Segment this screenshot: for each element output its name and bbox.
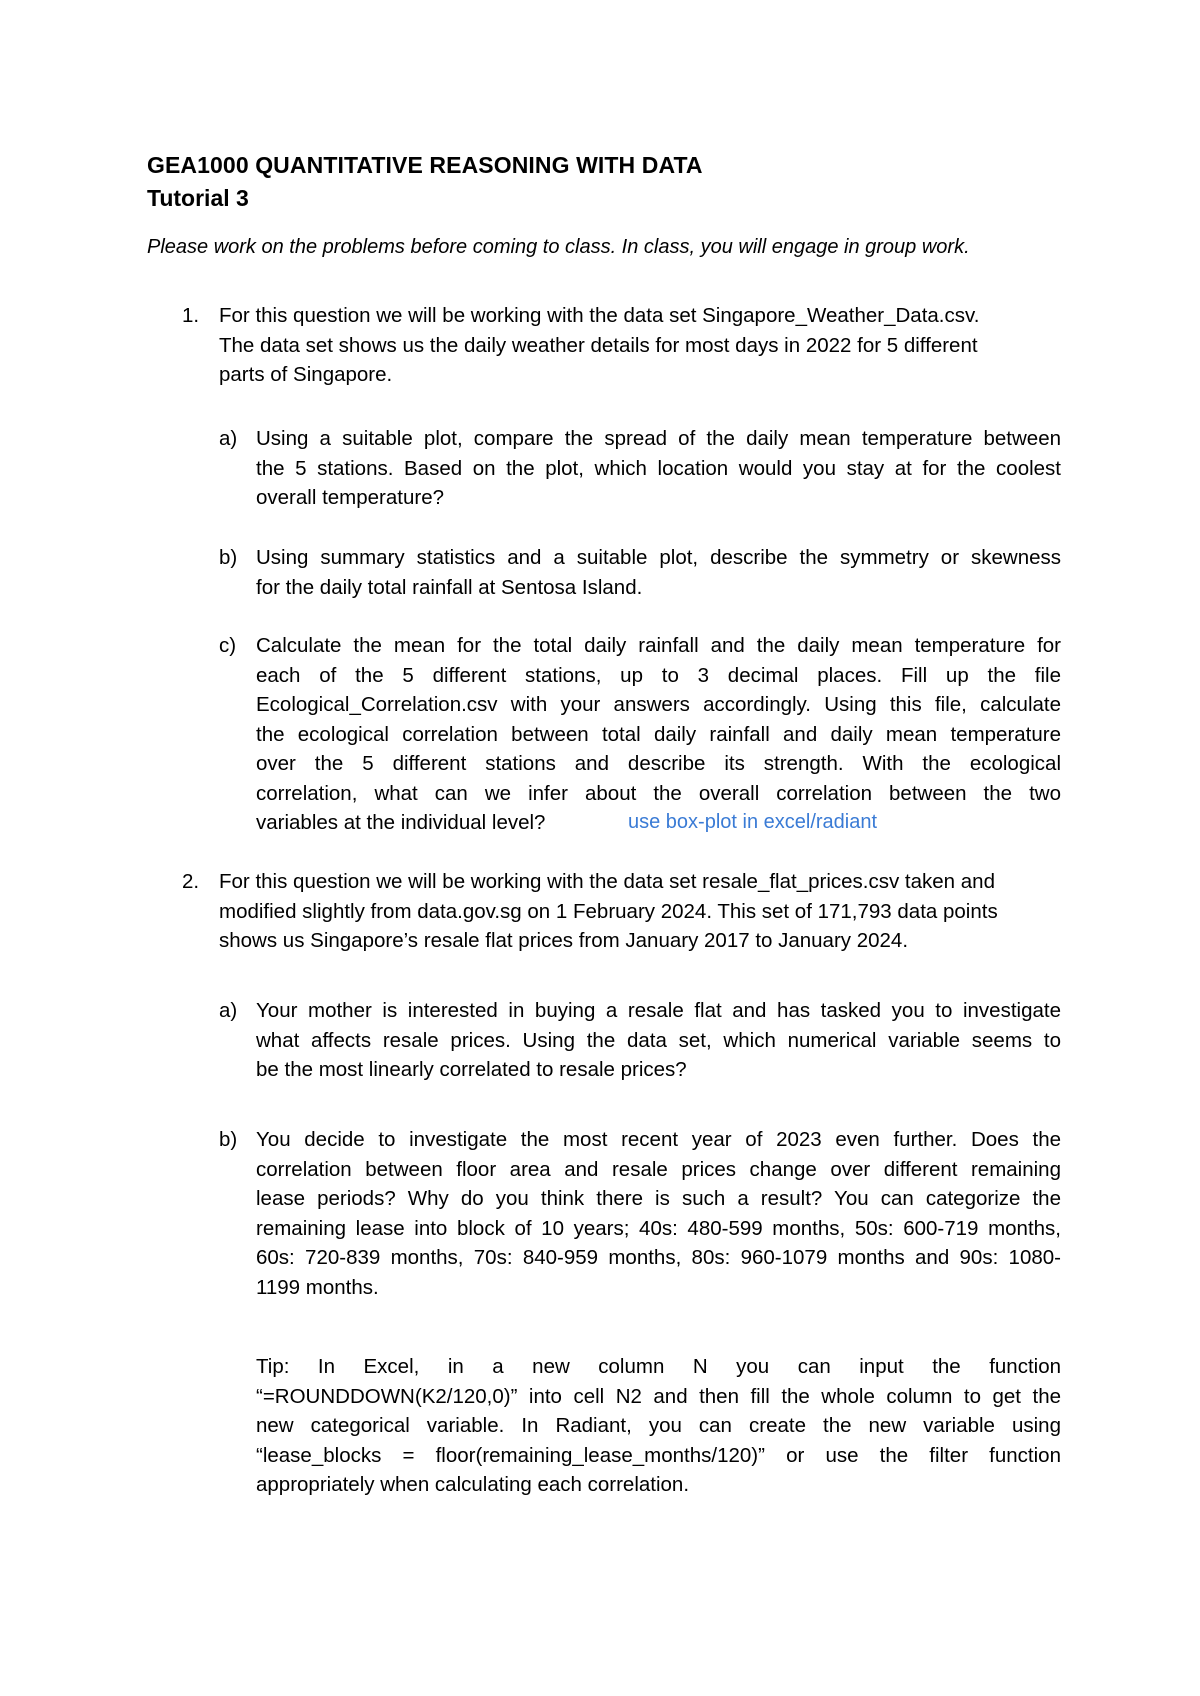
question-2b-line: remaining lease into block of 10 years; 40s: 480-599 months, 50s: 600-719 months, bbox=[256, 1216, 1061, 1240]
question-1a-line: Using a suitable plot, compare the spread of the daily mean temperature between bbox=[256, 427, 1061, 450]
question-1-line: parts of Singapore. bbox=[219, 363, 393, 386]
question-1c-line: correlation, what can we infer about the overall correlation between the two bbox=[256, 781, 1061, 805]
question-1b-line: for the daily total rainfall at Sentosa Island. bbox=[256, 575, 643, 599]
instruction-text: Please work on the problems before coming to class. In class, you will engage in group work. bbox=[147, 236, 970, 258]
question-1a-label: a) bbox=[219, 427, 238, 450]
tip-line: Tip: In Excel, in a new column N you can input the function bbox=[256, 1355, 1061, 1378]
course-title: GEA1000 QUANTITATIVE REASONING WITH DATA bbox=[147, 152, 703, 178]
tip-text bbox=[256, 1352, 1061, 1500]
question-2a-line: be the most linearly correlated to resale prices? bbox=[256, 1058, 687, 1081]
question-2b-text bbox=[256, 1125, 1061, 1302]
question-1a-line: the 5 stations. Based on the plot, which location would you stay at for the coolest bbox=[256, 456, 1061, 480]
question-1-line: The data set shows us the daily weather details for most days in 2022 for 5 different bbox=[219, 333, 978, 357]
question-2a-line: what affects resale prices. Using the data set, which numerical variable seems to bbox=[256, 1028, 1061, 1052]
tip-line: new categorical variable. In Radiant, you can create the new variable using bbox=[256, 1414, 1061, 1437]
question-2-line: shows us Singapore’s resale flat prices from January 2017 to January 2024. bbox=[219, 929, 909, 952]
question-1c-line: Ecological_Correlation.csv with your answers accordingly. Using this file, calculate bbox=[256, 693, 1061, 716]
question-1b-text bbox=[256, 543, 1061, 602]
question-2-line: For this question we will be working with the data set resale_flat_prices.csv taken and bbox=[219, 870, 995, 893]
question-2-text bbox=[219, 867, 1069, 956]
question-2b-line: 1199 months. bbox=[256, 1275, 379, 1299]
question-2a-line: Your mother is interested in buying a resale flat and has tasked you to investigate bbox=[256, 999, 1061, 1022]
question-1c-line: Calculate the mean for the total daily rainfall and the daily mean temperature for bbox=[256, 634, 1061, 657]
tip-line: “lease_blocks = floor(remaining_lease_months/120)” or use the filter function bbox=[256, 1443, 1061, 1467]
question-2b-label: b) bbox=[219, 1128, 238, 1151]
question-1a-text bbox=[256, 424, 1061, 513]
tip-line: “=ROUNDDOWN(K2/120,0)” into cell N2 and then fill the whole column to get the bbox=[256, 1384, 1061, 1408]
question-1a-line: overall temperature? bbox=[256, 486, 445, 509]
question-2b-line: lease periods? Why do you think there is such a result? You can categorize the bbox=[256, 1187, 1061, 1210]
question-2-line: modified slightly from data.gov.sg on 1 February 2024. This set of 171,793 data points bbox=[219, 899, 998, 923]
question-1c-line: the ecological correlation between total daily rainfall and daily mean temperature bbox=[256, 722, 1061, 746]
tutorial-title: Tutorial 3 bbox=[147, 185, 249, 211]
question-1c-line: each of the 5 different stations, up to 3 decimal places. Fill up the file bbox=[256, 663, 1061, 687]
question-1c-line: variables at the individual level? bbox=[256, 811, 546, 834]
question-2a-text bbox=[256, 996, 1061, 1085]
question-1-number: 1. bbox=[182, 304, 200, 327]
question-1c-label: c) bbox=[219, 634, 237, 657]
question-1b-label: b) bbox=[219, 546, 238, 569]
handwritten-annotation: use box-plot in excel/radiant bbox=[628, 811, 878, 833]
tip-line: appropriately when calculating each correlation. bbox=[256, 1473, 690, 1496]
question-1-line: For this question we will be working with the data set Singapore_Weather_Data.csv. bbox=[219, 304, 980, 327]
question-1c-text bbox=[256, 631, 1061, 838]
question-2b-line: You decide to investigate the most recent year of 2023 even further. Does the bbox=[256, 1128, 1061, 1151]
question-2b-line: 60s: 720-839 months, 70s: 840-959 months, 80s: 960-1079 months and 90s: 1080- bbox=[256, 1246, 1061, 1269]
question-1b-line: Using summary statistics and a suitable plot, describe the symmetry or skewness bbox=[256, 546, 1061, 569]
question-1c-line: over the 5 different stations and describe its strength. With the ecological bbox=[256, 752, 1061, 775]
question-2a-label: a) bbox=[219, 999, 238, 1022]
question-1-text bbox=[219, 301, 1069, 390]
question-2-number: 2. bbox=[182, 870, 200, 893]
question-2b-line: correlation between floor area and resale prices change over different remaining bbox=[256, 1157, 1061, 1181]
